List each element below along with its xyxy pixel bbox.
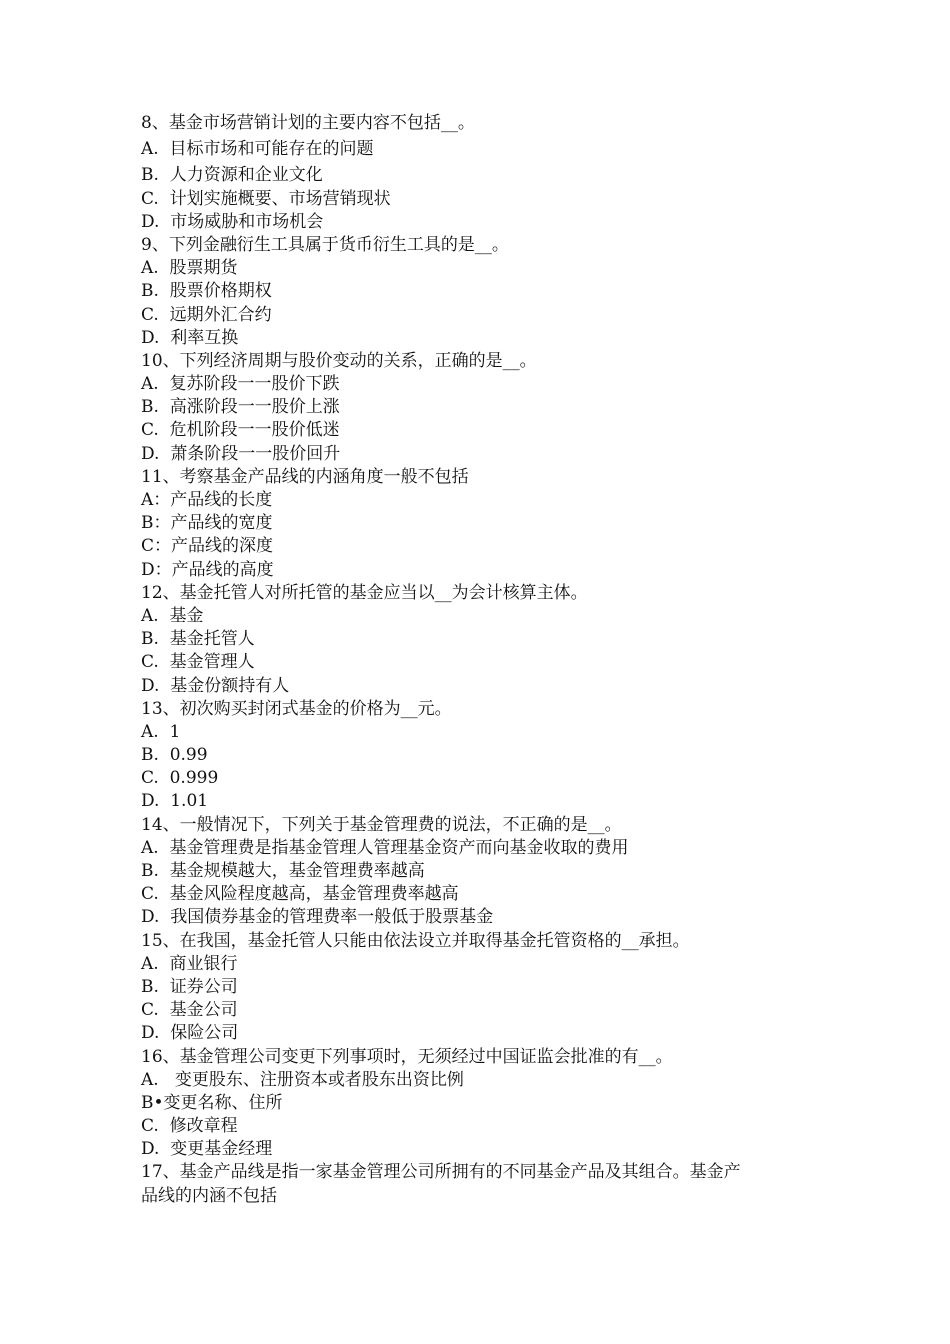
question-14-option-d: D. 我国债券基金的管理费率一般低于股票基金: [141, 907, 494, 928]
question-10-option-b: B. 高涨阶段一一股价上涨: [141, 397, 340, 418]
question-13-option-d: D. 1.01: [141, 791, 209, 812]
question-11-option-a: A：产品线的长度: [141, 490, 273, 510]
question-11-stem: 11、考察基金产品线的内涵角度一般不包括: [141, 466, 469, 487]
question-8-option-c: C. 计划实施概要、市场营销现状: [141, 188, 391, 209]
question-8-option-d: D. 市场威胁和市场机会: [141, 211, 324, 232]
question-16-stem: 16、基金管理公司变更下列事项时，无须经过中国证监会批准的有__。: [141, 1046, 673, 1067]
question-17-stem-line-2: 品线的内涵不包括: [141, 1185, 277, 1206]
question-12-option-a: A. 基金: [141, 605, 204, 626]
question-9-option-a: A. 股票期货: [141, 258, 238, 279]
question-13-option-a: A. 1: [141, 721, 181, 742]
question-10-option-a: A. 复苏阶段一一股价下跌: [141, 374, 340, 395]
question-15-stem: 15、在我国，基金托管人只能由依法设立并取得基金托管资格的__承担。: [141, 930, 690, 951]
question-14-option-c: C. 基金风险程度越高，基金管理费率越高: [141, 884, 459, 905]
question-15-option-a: A. 商业银行: [141, 953, 238, 974]
question-14-stem: 14、一般情况下，下列关于基金管理费的说法，不正确的是__。: [141, 814, 622, 835]
question-15-option-c: C. 基金公司: [141, 1000, 238, 1021]
question-12-option-c: C. 基金管理人: [141, 652, 255, 673]
question-15-option-b: B. 证券公司: [141, 976, 238, 997]
question-12-stem: 12、基金托管人对所托管的基金应当以__为会计核算主体。: [141, 582, 588, 603]
question-9-option-d: D. 利率互换: [141, 327, 239, 348]
question-11-option-c: C：产品线的深度: [141, 536, 274, 557]
question-8-option-b: B. 人力资源和企业文化: [141, 165, 323, 186]
question-11-option-b: B：产品线的宽度: [141, 513, 273, 534]
question-12-option-d: D. 基金份额持有人: [141, 675, 290, 696]
question-12-option-b: B. 基金托管人: [141, 629, 255, 650]
question-11-option-d: D：产品线的高度: [141, 559, 274, 580]
question-13-option-c: C. 0.999: [141, 768, 219, 789]
question-13-option-b: B. 0.99: [141, 745, 208, 766]
question-14-option-b: B. 基金规模越大，基金管理费率越高: [141, 861, 425, 881]
question-9-stem: 9、下列金融衍生工具属于货币衍生工具的是__。: [141, 234, 509, 255]
question-16-option-a: A. 变更股东、注册资本或者股东出资比例: [141, 1069, 464, 1090]
question-8-stem: 8、基金市场营销计划的主要内容不包括__。: [141, 113, 475, 133]
question-15-option-d: D. 保险公司: [141, 1023, 239, 1044]
question-13-stem: 13、初次购买封闭式基金的价格为__元。: [141, 698, 452, 719]
question-14-option-a: A. 基金管理费是指基金管理人管理基金资产而向基金收取的费用: [141, 837, 629, 858]
question-10-option-c: C. 危机阶段一一股价低迷: [141, 420, 340, 441]
question-10-stem: 10、下列经济周期与股价变动的关系，正确的是__。: [141, 350, 537, 371]
question-16-option-d: D. 变更基金经理: [141, 1139, 273, 1160]
question-9-option-c: C. 远期外汇合约: [141, 304, 272, 325]
question-16-option-b: B•变更名称、住所: [141, 1092, 283, 1113]
question-8-option-a: A. 目标市场和可能存在的问题: [141, 139, 374, 160]
question-16-option-c: C. 修改章程: [141, 1116, 238, 1137]
question-9-option-b: B. 股票价格期权: [141, 281, 272, 302]
question-17-stem-line-1: 17、基金产品线是指一家基金管理公司所拥有的不同基金产品及其组合。基金产: [141, 1162, 741, 1183]
document-body: [141, 112, 801, 1208]
question-10-option-d: D. 萧条阶段一一股价回升: [141, 443, 341, 464]
